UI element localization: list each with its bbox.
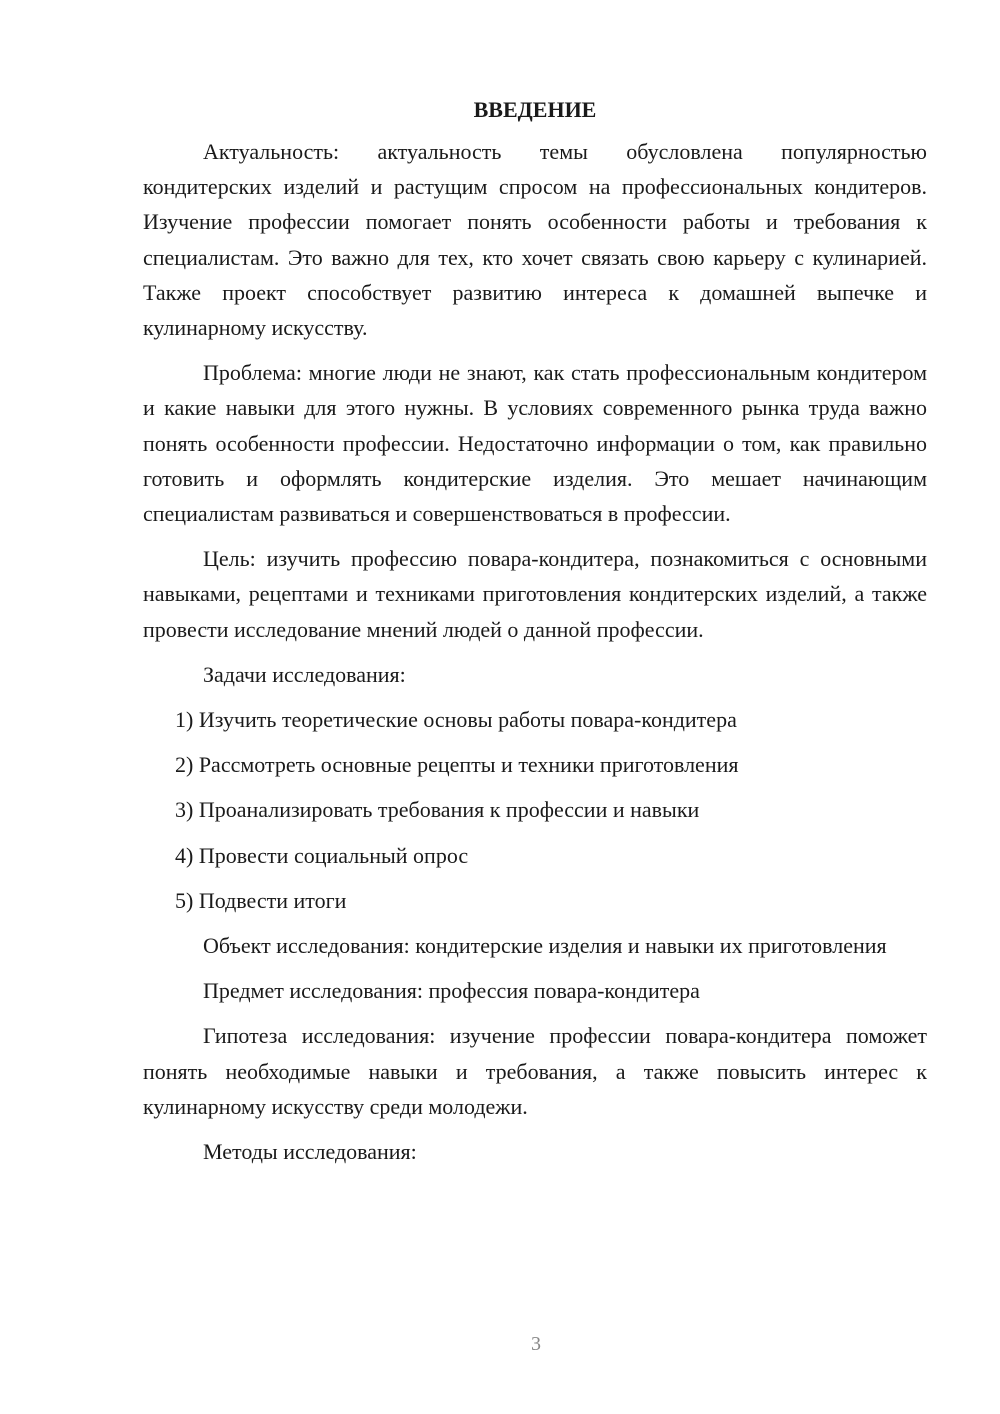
relevance-paragraph: Актуальность: актуальность темы обусловлена популярностью кондитерских изделий и растущим спросом на профессиональных кондитеров. Изучение профессии помогает понять особенности работы и требования к специалистам. Это важно для тех, кто хочет связать свою карьеру с кулинарией. Также проект способствует развитию интереса к домашней выпечке и кулинарному искусству. xyxy=(143,139,927,341)
page-number: 3 xyxy=(531,1333,541,1355)
object-paragraph: Объект исследования: кондитерские изделия и навыки их приготовления xyxy=(203,933,887,959)
tasks-list xyxy=(143,702,927,918)
list-item: 2) Рассмотреть основные рецепты и техники приготовления xyxy=(175,752,739,778)
subject-paragraph: Предмет исследования: профессия повара-кондитера xyxy=(203,978,700,1004)
problem-paragraph: Проблема: многие люди не знают, как стать профессиональным кондитером и какие навыки для этого нужны. В условиях современного рынка труда важно понять особенности профессии. Недостаточно информации о том, как правильно готовить и оформлять кондитерские изделия. Это мешает начинающим специалистам развиваться и совершенствоваться в профессии. xyxy=(143,360,927,527)
goal-paragraph: Цель: изучить профессию повара-кондитера, познакомиться с основными навыками, рецептами и техниками приготовления кондитерских изделий, а также провести исследование мнений людей о данной профессии. xyxy=(143,546,927,642)
list-item: 1) Изучить теоретические основы работы повара-кондитера xyxy=(175,707,737,733)
methods-heading: Методы исследования: xyxy=(203,1139,417,1165)
section-title: ВВЕДЕНИЕ xyxy=(473,97,597,122)
list-item: 3) Проанализировать требования к профессии и навыки xyxy=(175,797,700,823)
list-item: 5) Подвести итоги xyxy=(175,887,347,913)
tasks-heading: Задачи исследования: xyxy=(203,661,406,687)
document-page xyxy=(143,92,927,1179)
hypothesis-paragraph: Гипотеза исследования: изучение профессии повара-кондитера поможет понять необходимые навыки и требования, а также повысить интерес к кулинарному искусству среди молодежи. xyxy=(143,1023,927,1119)
list-item: 4) Провести социальный опрос xyxy=(175,842,469,868)
